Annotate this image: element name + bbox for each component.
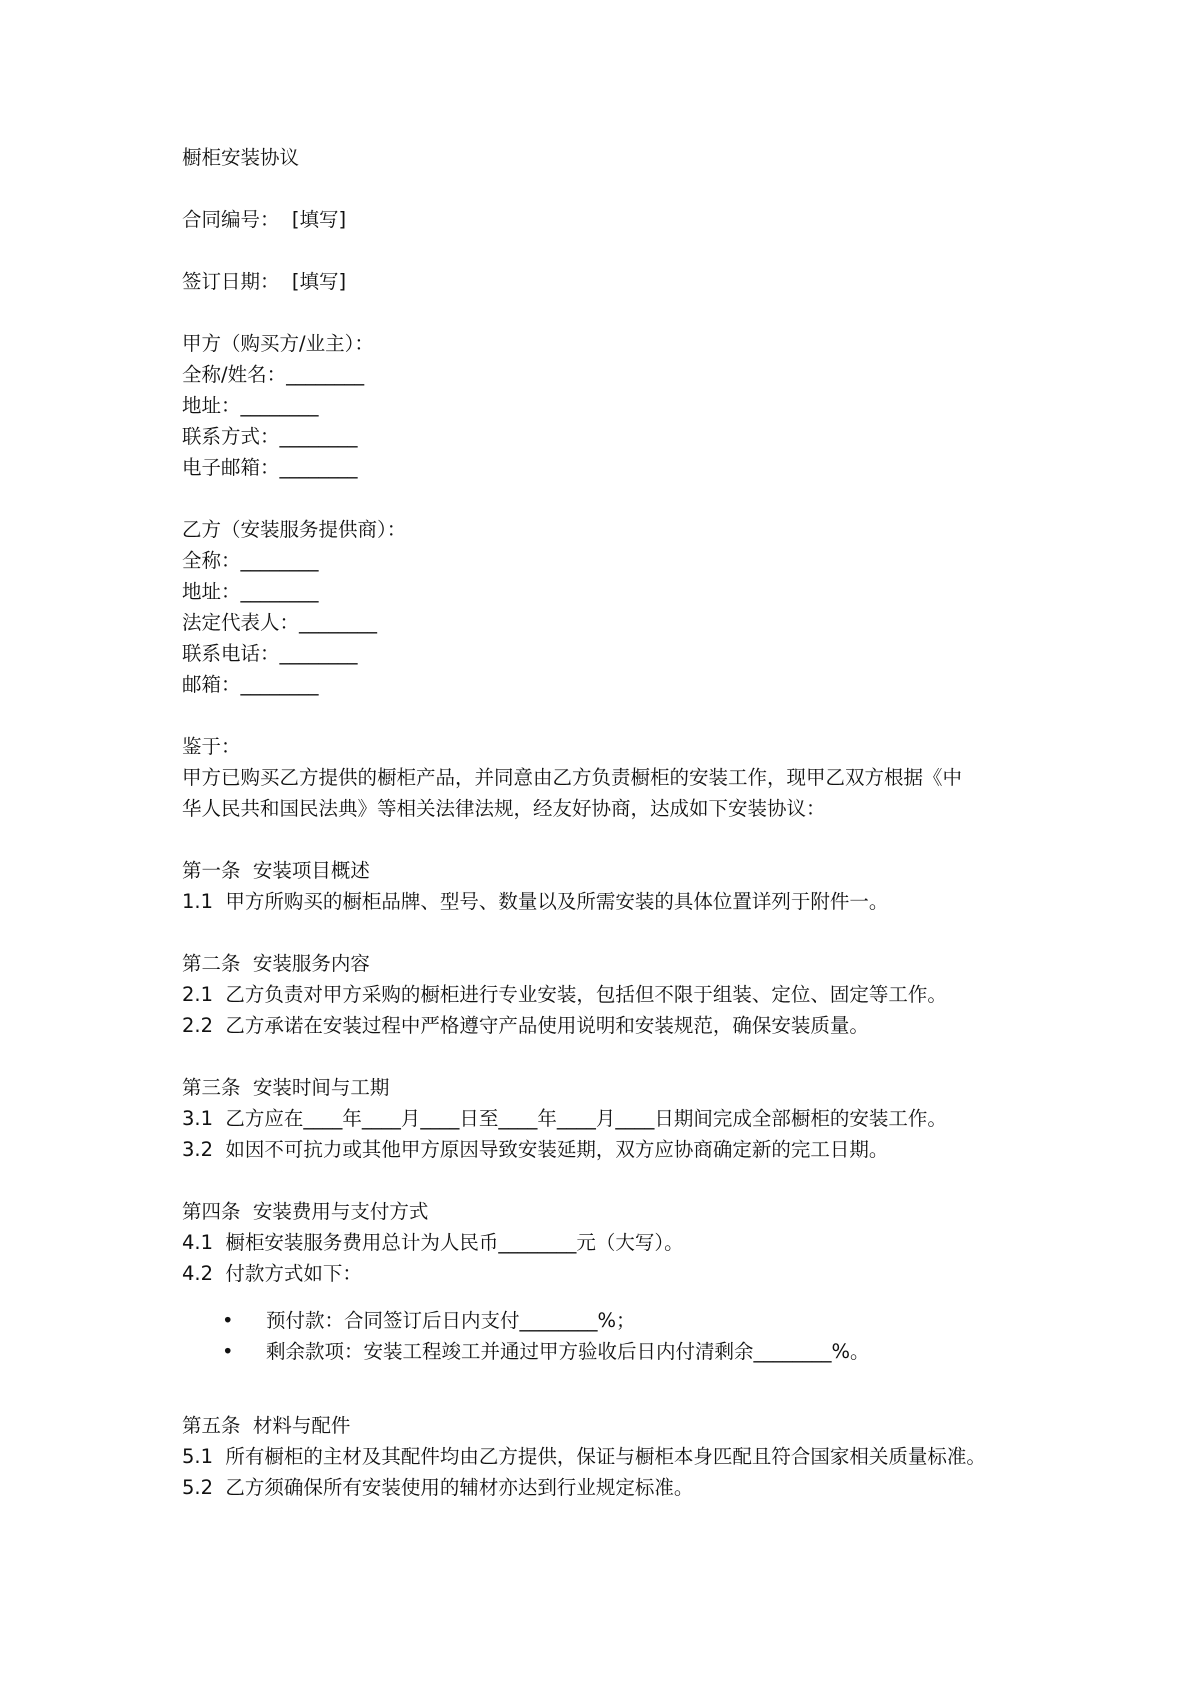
article-heading: 第四条 安装费用与支付方式 — [182, 1200, 429, 1223]
party-b-name: 全称：________ — [182, 549, 319, 572]
clause: 5.2 乙方须确保所有安装使用的辅材亦达到行业规定标准。 — [182, 1476, 694, 1499]
party-a-heading: 甲方（购买方/业主）： — [182, 332, 374, 355]
bullet-text: 剩余款项：安装工程竣工并通过甲方验收后日内付清剩余________%。 — [266, 1340, 870, 1363]
party-a-address: 地址：________ — [182, 394, 319, 417]
clause: 5.1 所有橱柜的主材及其配件均由乙方提供，保证与橱柜本身匹配且符合国家相关质量标准。 — [182, 1445, 986, 1468]
list-item — [182, 1336, 1040, 1367]
whereas-line: 甲方已购买乙方提供的橱柜产品，并同意由乙方负责橱柜的安装工作，现甲乙双方根据《中 — [182, 766, 963, 789]
whereas-heading: 鉴于： — [182, 735, 241, 758]
clause: 3.2 如因不可抗力或其他甲方原因导致安装延期，双方应协商确定新的完工日期。 — [182, 1138, 889, 1161]
payment-bullet-list — [182, 1305, 1040, 1367]
party-b-heading: 乙方（安装服务提供商）： — [182, 518, 407, 541]
bullet-text: 预付款：合同签订后日内支付________%； — [266, 1309, 636, 1332]
clause: 4.2 付款方式如下： — [182, 1262, 362, 1285]
whereas-line: 华人民共和国民法典》等相关法律法规，经友好协商，达成如下安装协议： — [182, 797, 826, 820]
contract-number: 合同编号： [填写] — [182, 208, 347, 231]
party-a-name: 全称/姓名：________ — [182, 363, 365, 386]
sign-date: 签订日期： [填写] — [182, 270, 347, 293]
party-a-contact: 联系方式：________ — [182, 425, 358, 448]
list-item — [182, 1305, 1040, 1336]
bullet-icon: • — [222, 1309, 234, 1332]
party-b-email: 邮箱：________ — [182, 673, 319, 696]
article-heading: 第三条 安装时间与工期 — [182, 1076, 390, 1099]
bullet-icon: • — [222, 1340, 234, 1363]
party-a-email: 电子邮箱：________ — [182, 456, 358, 479]
party-b-phone: 联系电话：________ — [182, 642, 358, 665]
article-heading: 第一条 安装项目概述 — [182, 859, 370, 882]
party-b-representative: 法定代表人：________ — [182, 611, 378, 634]
article-heading: 第二条 安装服务内容 — [182, 952, 370, 975]
clause: 1.1 甲方所购买的橱柜品牌、型号、数量以及所需安装的具体位置详列于附件一。 — [182, 890, 889, 913]
doc-title: 橱柜安装协议 — [182, 146, 300, 169]
party-b-address: 地址：________ — [182, 580, 319, 603]
clause: 3.1 乙方应在____年____月____日至____年____月____日期间完成全部橱柜的安装工作。 — [182, 1107, 947, 1130]
clause: 2.1 乙方负责对甲方采购的橱柜进行专业安装，包括但不限于组装、定位、固定等工作。 — [182, 983, 947, 1006]
clause: 4.1 橱柜安装服务费用总计为人民币________元（大写）。 — [182, 1231, 684, 1254]
clause: 2.2 乙方承诺在安装过程中严格遵守产品使用说明和安装规范，确保安装质量。 — [182, 1014, 869, 1037]
article-heading: 第五条 材料与配件 — [182, 1414, 351, 1437]
